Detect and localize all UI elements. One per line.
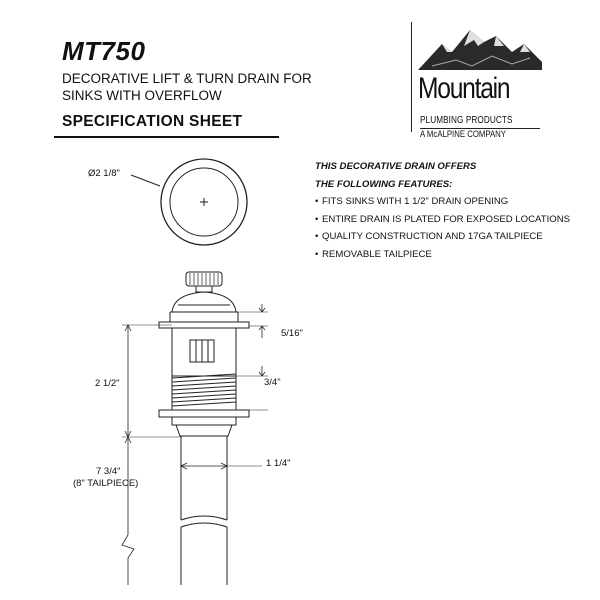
lift-turn-knob (186, 272, 222, 286)
feature-item: • QUALITY CONSTRUCTION AND 17GA TAILPIECE (315, 228, 585, 246)
tailpiece (181, 436, 227, 585)
stopper-cap (172, 292, 236, 312)
drain-body (172, 328, 236, 376)
drain-threads (172, 374, 236, 406)
subtitle-line-1: DECORATIVE LIFT & TURN DRAIN FOR (62, 71, 312, 86)
diameter-leader (131, 175, 160, 186)
flange-plate (159, 322, 249, 328)
feature-item: • FITS SINKS WITH 1 1/2" DRAIN OPENING (315, 193, 585, 211)
dim-flange-height: 5/16" (281, 328, 303, 339)
dim-tailpiece-length: 7 3/4" (96, 466, 121, 477)
dim-tailpiece-diameter: 1 1/4" (266, 458, 291, 469)
logo-plumbing-products: PLUMBING PRODUCTS (420, 115, 513, 126)
subtitle-line-2: SINKS WITH OVERFLOW (62, 88, 222, 103)
logo-name: Mountain (418, 72, 510, 105)
dim-flange-diameter: Ø2 1/8" (88, 168, 120, 179)
model-number: MT750 (62, 36, 146, 66)
feature-item: • REMOVABLE TAILPIECE (315, 246, 585, 264)
dim-body-length: 2 1/2" (95, 378, 120, 389)
dim-thread-length: 3/4" (264, 377, 281, 388)
lock-nut (159, 410, 249, 417)
features-intro-2: THE FOLLOWING FEATURES: (315, 178, 453, 190)
sheet-title: SPECIFICATION SHEET (62, 113, 243, 130)
dim-tailpiece-note: (8" TAILPIECE) (73, 478, 139, 489)
feature-item: • ENTIRE DRAIN IS PLATED FOR EXPOSED LOCATIONS (315, 211, 585, 229)
features-intro-1: THIS DECORATIVE DRAIN OFFERS (315, 161, 477, 172)
logo-company: A McALPINE COMPANY (420, 129, 507, 140)
